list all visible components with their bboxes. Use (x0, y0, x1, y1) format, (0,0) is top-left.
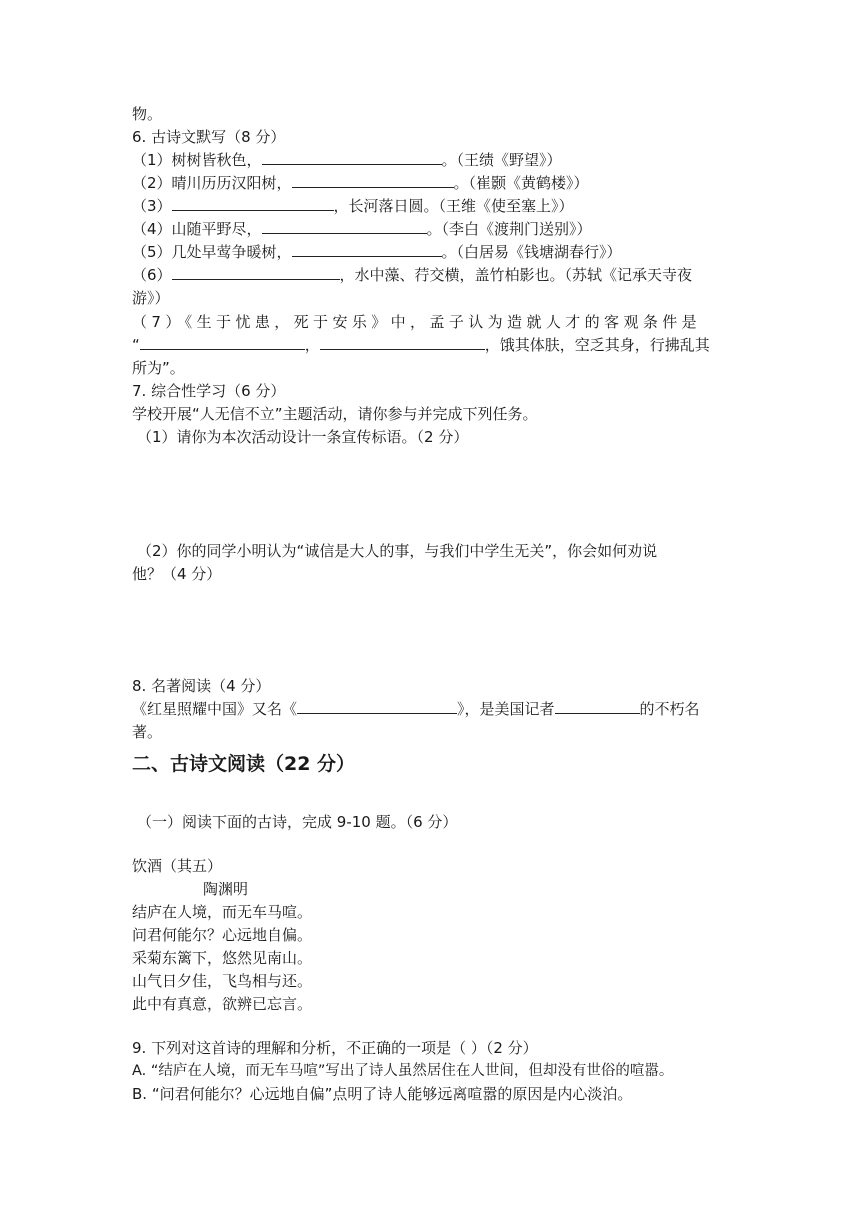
text: 。（白居易《钱塘湖春行》） (441, 243, 622, 261)
answer-blank[interactable] (172, 196, 334, 211)
text: 山气日夕佳，飞鸟相与还。 (132, 972, 313, 990)
text: 学校开展“人无信不立”主题活动，请你参与并完成下列任务。 (132, 405, 538, 423)
text: 饮酒（其五） (132, 857, 223, 875)
q6-item-6 (132, 264, 692, 286)
answer-blank[interactable] (292, 173, 454, 188)
poem-line (132, 970, 312, 992)
question-7-title (132, 380, 285, 402)
q6-item-4 (132, 218, 592, 240)
text: 游》） (132, 289, 170, 307)
text: （1）树树皆秋色， (132, 151, 262, 169)
q6-item-6-cont (132, 287, 170, 309)
text: （2）你的同学小明认为“诚信是大人的事，与我们中学生无关”，你会如何劝说 (137, 542, 658, 560)
answer-blank[interactable] (297, 699, 457, 714)
poem-author (203, 878, 248, 900)
answer-blank[interactable] (555, 699, 640, 714)
text: 的不朽名 (639, 700, 700, 718)
text: 结庐在人境，而无车马喧。 (132, 903, 313, 921)
text: 《红星照耀中国》又名《 (132, 700, 298, 718)
text: 著。 (132, 723, 163, 741)
text: （3） (132, 197, 172, 215)
text: ，长河落日圆。（王维《使至塞上》） (333, 197, 574, 215)
text: 》，是美国记者 (457, 700, 555, 718)
text: 问君何能尔？心远地自偏。 (132, 926, 313, 944)
q6-item-7-cont (132, 357, 185, 379)
question-9-option-a[interactable] (132, 1060, 673, 1082)
text: （一）阅读下面的古诗，完成 9-10 题。（6 分） (137, 813, 458, 831)
answer-blank[interactable] (320, 335, 485, 350)
q6-item-7-blanks (132, 334, 710, 356)
text: 物。 (132, 105, 163, 123)
answer-blank[interactable] (292, 242, 442, 257)
text: 陶渊明 (203, 880, 249, 898)
question-6-title (132, 126, 285, 148)
text: （7）《生于忧患，死于安乐》中，孟子认为造就人才的客观条件是 (132, 313, 702, 331)
text: 他？（4 分） (132, 565, 222, 583)
text: 6. 古诗文默写（8 分） (132, 128, 286, 146)
text: （2）晴川历历汉阳树， (132, 174, 292, 192)
answer-blank[interactable] (172, 265, 340, 280)
text: ，饿其体肤，空乏其身，行拂乱其 (484, 336, 710, 354)
text: B. “问君何能尔？心远地自偏”点明了诗人能够远离喧嚣的原因是内心淡泊。 (132, 1085, 633, 1103)
text: 。（崔颢《黄鹤楼》） (453, 174, 589, 192)
text: 采菊东篱下，悠然见南山。 (132, 949, 313, 967)
question-7-intro (132, 403, 538, 425)
poem-line (132, 924, 312, 946)
answer-blank[interactable] (262, 150, 442, 165)
question-7-1 (137, 426, 468, 448)
text: 此中有真意，欲辨已忘言。 (132, 995, 313, 1013)
text-line (132, 103, 162, 125)
part-1-instruction (137, 811, 457, 833)
answer-blank[interactable] (262, 219, 427, 234)
poem-line (132, 947, 312, 969)
question-8-title (132, 675, 270, 697)
answer-blank[interactable] (140, 335, 305, 350)
poem-title (132, 855, 222, 877)
text: （5）几处早莺争暖树， (132, 243, 292, 261)
text: 二、古诗文阅读（22 分） (132, 753, 356, 775)
text: 9. 下列对这首诗的理解和分析，不正确的一项是（ ）（2 分） (132, 1039, 538, 1057)
text: ，水中藻、荇交横，盖竹柏影也。（苏轼《记承天寺夜 (339, 266, 693, 284)
text: 。（李白《渡荆门送别》） (426, 220, 592, 238)
text: （6） (132, 266, 172, 284)
text: 8. 名著阅读（4 分） (132, 677, 271, 695)
text: ， (304, 336, 320, 354)
text: 7. 综合性学习（6 分） (132, 382, 286, 400)
text: （1）请你为本次活动设计一条宣传标语。（2 分） (137, 428, 469, 446)
poem-line (132, 993, 312, 1015)
poem-line (132, 901, 312, 923)
question-7-2 (137, 540, 657, 562)
question-9-title (132, 1037, 538, 1059)
section-2-heading (132, 751, 355, 777)
question-7-2-cont (132, 563, 221, 585)
q6-item-1 (132, 149, 562, 171)
text: 所为”。 (132, 359, 185, 377)
q6-item-7 (132, 311, 701, 333)
q6-item-3 (132, 195, 574, 217)
text: 。（王绩《野望》） (441, 151, 562, 169)
text: “ (132, 336, 140, 354)
q6-item-2 (132, 172, 589, 194)
text: （4）山随平野尽， (132, 220, 262, 238)
text: A. “结庐在人境，而无车马喧”写出了诗人虽然居住在人世间，但却没有世俗的喧嚣。 (132, 1063, 674, 1079)
q6-item-5 (132, 241, 622, 263)
question-8-cont (132, 721, 162, 743)
question-9-option-b[interactable] (132, 1083, 632, 1105)
question-8-body (132, 698, 700, 720)
